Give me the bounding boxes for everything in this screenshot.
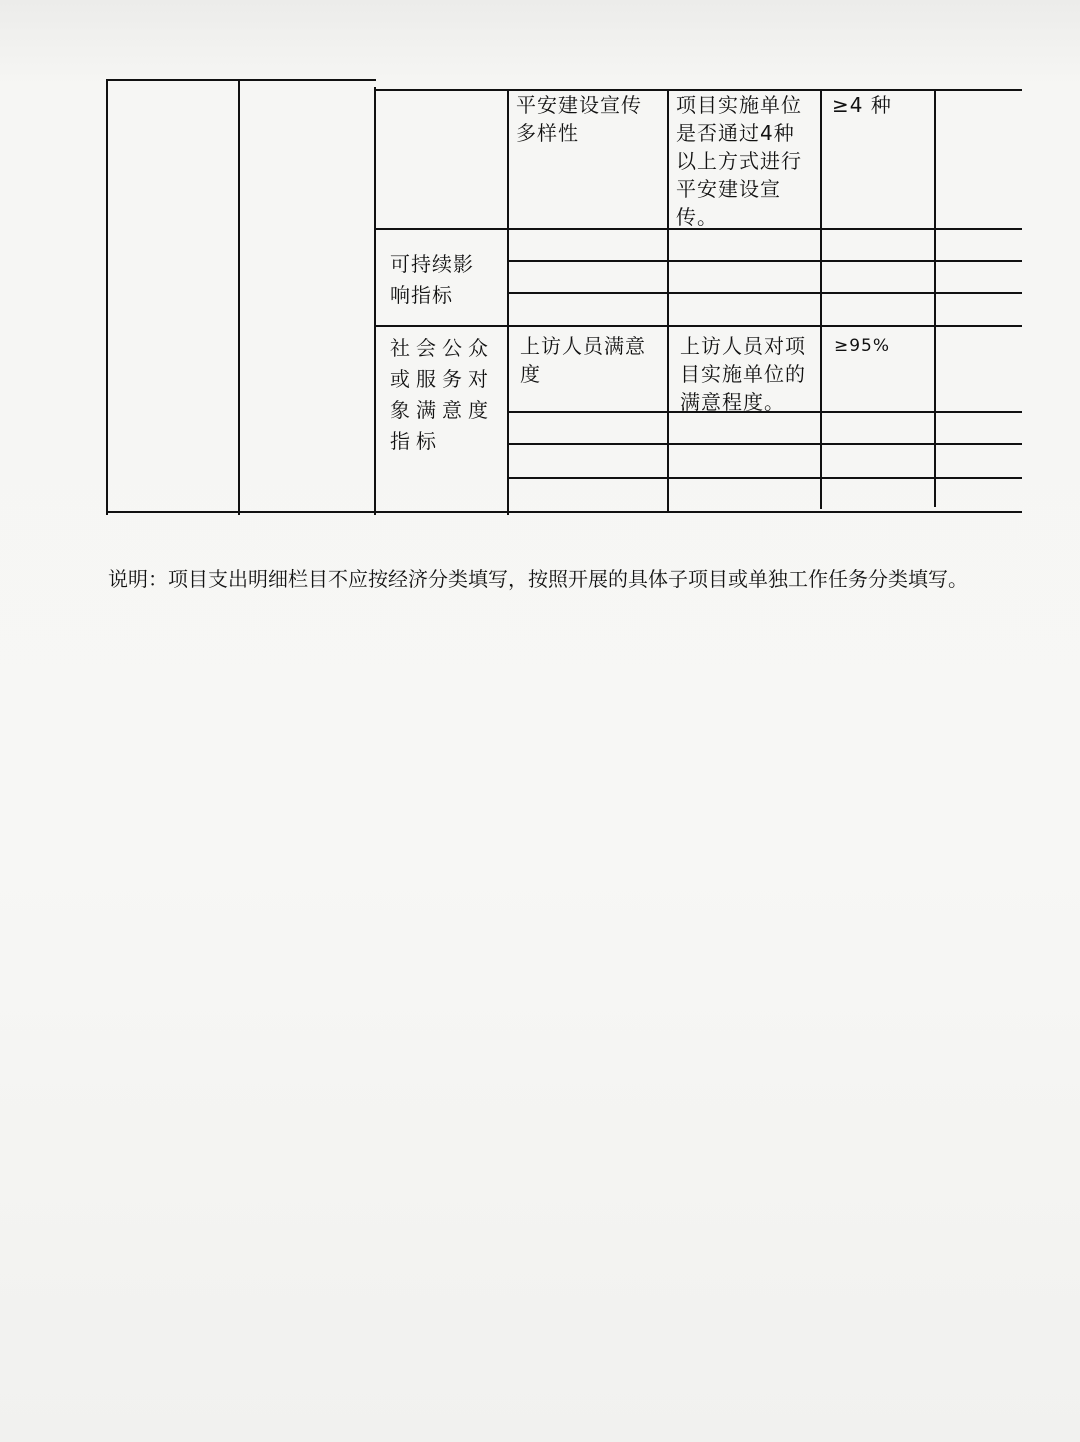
table-border-left	[106, 79, 108, 515]
indicator-target-cell: ≥4 种	[832, 93, 892, 117]
table-border-bottom	[106, 511, 1022, 513]
satisfaction-indicator-description: 上访人员对项目实施单位的满意程度。	[680, 334, 806, 414]
column-divider-4	[667, 89, 669, 511]
satisfaction-indicator-name: 上访人员满意度	[520, 334, 646, 386]
column-divider-1	[238, 79, 240, 515]
sustainable-impact-label: 可持续影响指标	[390, 252, 474, 307]
performance-indicator-table	[106, 79, 1022, 515]
column-divider-2	[374, 87, 376, 515]
row-divider-6	[507, 443, 1022, 445]
satisfaction-indicator-label: 社会公众或服务对象满意度指标	[390, 336, 494, 453]
row-divider-2	[507, 260, 1022, 262]
indicator-description-cell: 项目实施单位是否通过4种以上方式进行平安建设宣传。	[676, 93, 802, 229]
table-border-top-left	[106, 79, 376, 81]
row-divider-4	[374, 325, 1022, 327]
row-divider-7	[507, 477, 1022, 479]
satisfaction-indicator-target: ≥95%	[834, 336, 891, 356]
row-divider-3	[507, 292, 1022, 294]
indicator-name-cell: 平安建设宣传多样性	[516, 93, 642, 145]
explanation-note: 说明：项目支出明细栏目不应按经济分类填写，按照开展的具体子项目或单独工作任务分类填写。	[108, 567, 968, 591]
column-divider-5	[820, 89, 822, 509]
